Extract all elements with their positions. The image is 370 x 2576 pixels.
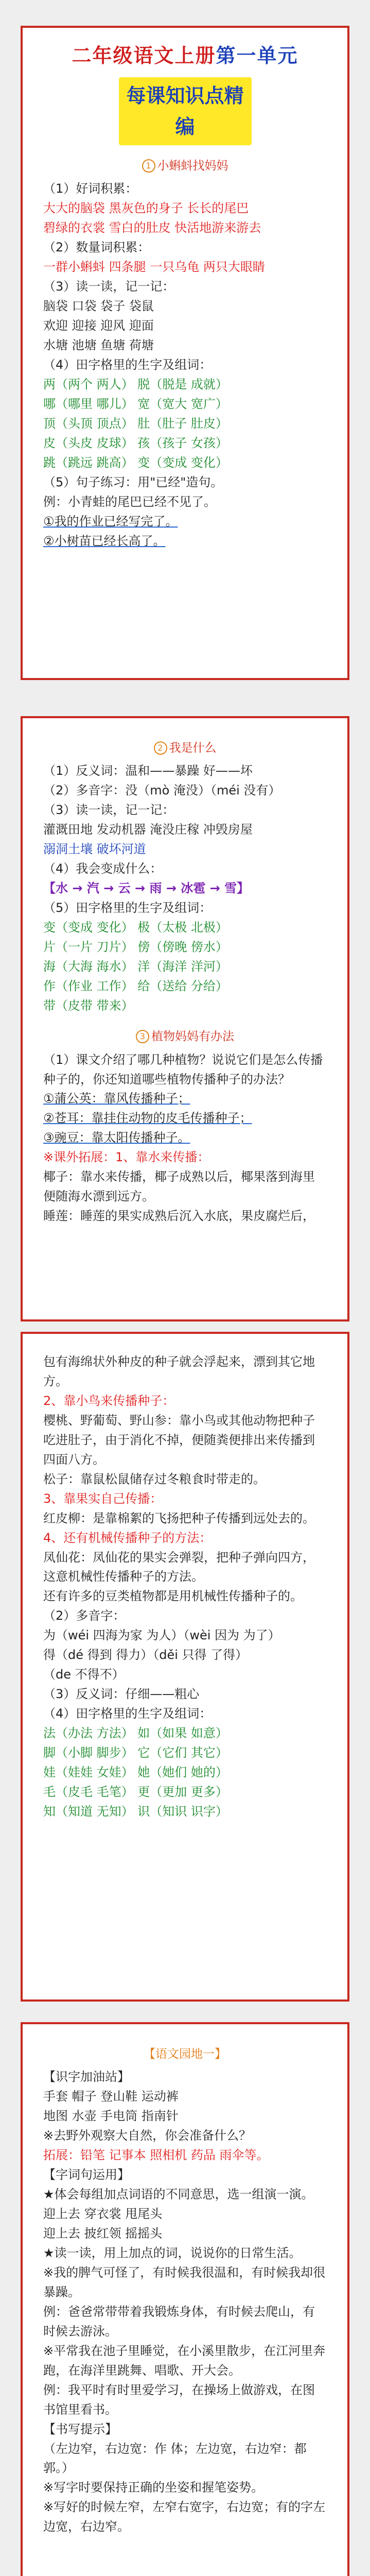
lesson2-heading (43, 739, 327, 757)
yuwen-line: 拓展：铅笔 记事本 照相机 药品 雨伞等。 (43, 2148, 269, 2163)
lesson-number-icon: 1 (142, 159, 155, 173)
yuwen-heading: 【语文园地一】 (144, 2047, 226, 2061)
yuwen-line: ※我的脾气可怪了，有时候我很温和，有时候我却很暴躁。 (43, 2265, 326, 2300)
lesson3-line: 法（办法 方法） 如（如果 如意） (43, 1726, 228, 1741)
lesson1-line: 脑袋 口袋 袋子 袋鼠 (43, 299, 154, 314)
lesson-number-icon: 3 (136, 1030, 149, 1043)
lesson3-line: 2、靠小鸟来传播种子： (43, 1393, 175, 1408)
lesson3-line: 睡莲：睡莲的果实成熟后沉入水底，果皮腐烂后， (43, 1209, 315, 1224)
lesson1-line: 哪（哪里 哪儿） 宽（宽大 宽广） (43, 397, 228, 412)
yuwen-line: 手套 帽子 登山鞋 运动裤 (43, 2089, 179, 2104)
lesson3-line: 3、靠果实自己传播： (43, 1491, 163, 1506)
lesson3-continued-card (21, 1332, 349, 2002)
yuwen-line: 【书写提示】 (43, 2421, 117, 2436)
lesson3-line: （1）课文介绍了哪几种植物？说说它们是怎么传播种子的，你还知道哪些植物传播种子的办法？ (43, 1052, 323, 1087)
lesson1-line: 皮（头皮 皮球） 孩（孩子 女孩） (43, 436, 228, 451)
lesson2-line: 海（大海 海水） 洋（海洋 洋河） (43, 959, 228, 974)
lesson3-line: （2）多音字： (43, 1608, 126, 1623)
lesson1-line: 跳（跳远 跳高） 变（变成 变化） (43, 455, 228, 470)
lesson1-line: （3）读一读，记一记： (43, 279, 175, 294)
yuwen-yuandi-card (21, 2022, 349, 2576)
lesson2-line: （5）田字格里的生字及组词： (43, 901, 212, 916)
lesson1-line: 水塘 池塘 鱼塘 荷塘 (43, 338, 154, 353)
lesson2-line: （1）反义词：温和——暴躁 好——坏 (43, 764, 253, 778)
yuwen-line: 例：爸爸常带带着我锻炼身体，有时候去爬山，有时候去游泳。 (43, 2304, 315, 2339)
lesson-number-icon: 2 (154, 741, 167, 755)
lesson1-line: ①我的作业已经写完了。 (43, 514, 178, 529)
lesson1-line: 一群小蝌蚪 四条腿 一只乌龟 两只大眼睛 (43, 260, 265, 275)
lesson1-card (21, 26, 349, 680)
lesson1-line: （1）好词积累： (43, 181, 138, 196)
lesson3-heading-text: 植物妈妈有办法 (151, 1030, 234, 1044)
lesson3-line: 樱桃、野葡萄、野山参：靠小鸟或其他动物把种子吃进肚子，由于消化不掉，便随粪便排出来传播到四面八方。 (43, 1413, 315, 1467)
lesson3-line: ※课外拓展：1、靠水来传播： (43, 1150, 210, 1165)
lesson3-line: 毛（皮毛 毛笔） 更（更加 更多） (43, 1785, 228, 1800)
lesson2-line: 片（一片 刀片） 傍（傍晚 傍水） (43, 940, 228, 955)
lesson2-line: 变（变成 变化） 极（太极 北极） (43, 920, 228, 935)
lesson3-line: （4）田字格里的生字及组词： (43, 1706, 212, 1721)
lesson3-line: 娃（娃娃 女娃） 她（她们 她的） (43, 1765, 228, 1780)
lesson3-line: 还有许多的豆类植物都是用机械性传播种子的。 (43, 1589, 303, 1604)
yuwen-line: 地图 水壶 手电筒 指南针 (43, 2109, 179, 2124)
lesson3-line: 4、还有机械传播种子的方法： (43, 1530, 212, 1545)
lesson2-line: 作（作业 工作） 给（送给 分给） (43, 979, 228, 994)
yuwen-line: ※写好的时候左窄，左窄右宽字，右边宽；有的字左边宽，右边窄。 (43, 2500, 326, 2534)
lesson1-line: （2）数量词积累： (43, 240, 150, 255)
lesson1-line: （4）田字格里的生字及组词： (43, 358, 212, 372)
lesson3-line: ①蒲公英：靠风传播种子； (43, 1091, 190, 1106)
yuwen-line: ★体会每组加点词语的不同意思，选一组演一演。 (43, 2187, 314, 2202)
lesson1-line: 碧绿的衣裳 雪白的肚皮 快活地游来游去 (43, 221, 261, 235)
lesson1-line: 欢迎 迎接 迎风 迎面 (43, 318, 154, 333)
lesson3-line: ②苍耳：靠挂住动物的皮毛传播种子； (43, 1111, 252, 1126)
lesson3-line: 包有海绵状外种皮的种子就会浮起来，漂到其它地方。 (43, 1354, 315, 1388)
lesson2-line: 溺洞土壤 破坏河道 (43, 842, 146, 857)
lesson3-line: 红皮柳：是靠棉絮的飞扬把种子传播到远处去的。 (43, 1511, 315, 1526)
title-box: 每课知识点精编 (119, 77, 252, 145)
yuwen-line: 【字词句运用】 (43, 2167, 130, 2182)
lesson2-line: 带（皮带 带来） (43, 998, 134, 1013)
lesson1-line: 两（两个 两人） 脱（脱是 成就） (43, 377, 228, 392)
lesson3-heading (43, 1027, 327, 1046)
lesson3-line: 得（dé 得到 得力）（děi 只得 了得） (43, 1648, 248, 1663)
yuwen-line: ※去野外观察大自然，你会准备什么？ (43, 2128, 252, 2143)
lesson3-line: （de 不得不） (43, 1667, 125, 1682)
lesson1-line: 例：小青蛙的尾巴已经不见了。 (43, 495, 216, 510)
lesson3-line: 脚（小脚 脚步） 它（它们 其它） (43, 1745, 228, 1760)
lesson3-line: 松子：靠鼠松鼠储存过冬粮食时带走的。 (43, 1471, 266, 1486)
lesson1-heading (43, 157, 327, 175)
page-title (43, 40, 327, 71)
lesson3-line: （3）反义词：仔细——粗心 (43, 1687, 200, 1702)
title-part2: 第一单元 (216, 44, 298, 67)
lesson1-heading-text: 小蝌蚪找妈妈 (157, 159, 228, 173)
lesson3-line: 知（知道 无知） 识（知识 识字） (43, 1804, 228, 1819)
yuwen-line: （左边窄，右边宽：作 体；左边宽，右边窄：都 郭。） (43, 2441, 307, 2476)
lesson3-line: 凤仙花：凤仙花的果实会弹裂，把种子弹向四方，这意机械性传播种子的方法。 (43, 1550, 315, 1584)
yuwen-line: ★读一读，用上加点的词，说说你的日常生活。 (43, 2246, 302, 2261)
yuwen-line: ※平常我在池子里睡觉，在小溪里散步，在江河里奔跑，在海洋里跳舞、唱歌、开大会。 (43, 2343, 326, 2378)
lesson2-line: 【水 → 汽 → 云 → 雨 → 冰雹 → 雪】 (43, 881, 250, 896)
lesson3-line: ③豌豆：靠太阳传播种子。 (43, 1130, 190, 1145)
lesson2-line: 灌溉田地 发动机器 淹没庄稼 冲毁房屋 (43, 822, 253, 837)
lesson2-heading-text: 我是什么 (169, 741, 217, 755)
lesson1-line: （5）句子练习：用"已经"造句。 (43, 475, 223, 490)
yuwen-line: 迎上去 穿衣裳 甩尾头 (43, 2207, 163, 2222)
lesson2-3-card (21, 716, 349, 1321)
lesson1-line: 顶（头顶 顶点） 肚（肚子 肚皮） (43, 416, 228, 431)
lesson2-line: （3）读一读，记一记： (43, 803, 175, 818)
lesson2-line: （2）多音字：没（mò 淹没）（méi 没有） (43, 783, 281, 798)
lesson3-line: 为（wéi 四海为家 为人）（wèi 因为 为了） (43, 1628, 280, 1643)
lesson3-line: 椰子：靠水来传播，椰子成熟以后，椰果落到海里便随海水漂到远方。 (43, 1170, 315, 1204)
yuwen-line: 例：我平时有时里爱学习，在操场上做游戏，在图书馆里看书。 (43, 2382, 315, 2417)
yuwen-line: ※写字时要保持正确的坐姿和握笔姿势。 (43, 2480, 264, 2495)
title-part1: 二年级语文上册 (72, 44, 216, 67)
lesson2-line: （4）我会变成什么： (43, 861, 163, 876)
yuwen-line: 迎上去 披红领 摇摇头 (43, 2226, 163, 2241)
yuwen-line: 【识字加油站】 (43, 2070, 130, 2084)
lesson1-line: ②小树苗已经长高了。 (43, 534, 166, 549)
lesson1-line: 大大的脑袋 黑灰色的身子 长长的尾巴 (43, 201, 249, 216)
